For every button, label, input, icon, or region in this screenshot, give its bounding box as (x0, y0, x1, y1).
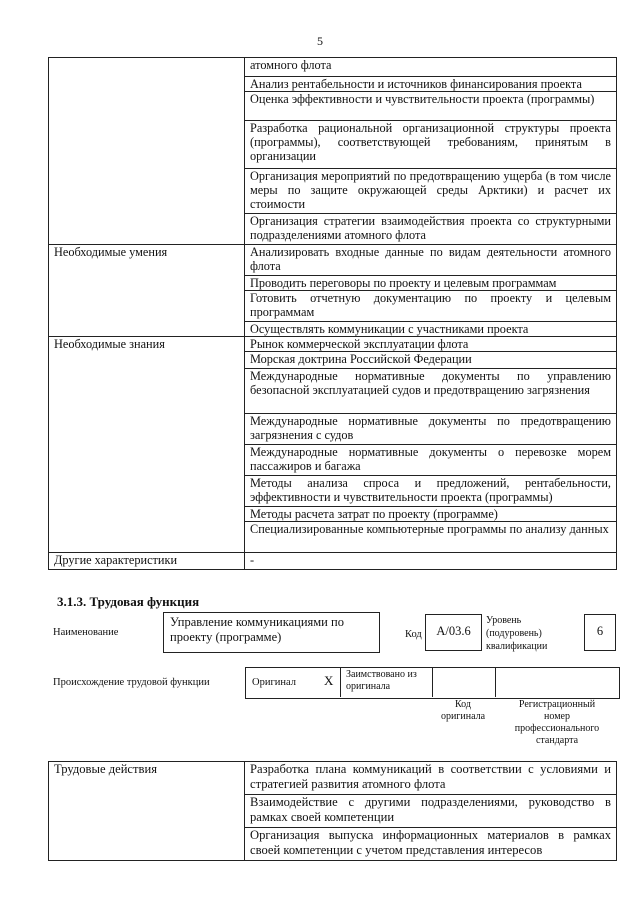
table-cell: Организация стратегии взаимодействия проекта со структурными подразделениями атомного флота (245, 214, 617, 245)
table-row (49, 245, 617, 276)
table-cell: - (245, 553, 617, 570)
code-box (425, 614, 482, 651)
table-row (49, 58, 617, 77)
original-label: Оригинал (252, 677, 296, 688)
table-cell: Разработка рациональной организационной структуры проекта (программы), соответствующей требованиям, принятым в организации (245, 121, 617, 169)
labor-actions-table (48, 761, 617, 861)
name-box (163, 612, 380, 653)
row-label: Необходимые умения (49, 245, 245, 337)
table-cell: Международные нормативные документы о перевозке морем пассажиров и багажа (245, 445, 617, 476)
table-cell: Международные нормативные документы по предотвращению загрязнения с судов (245, 414, 617, 445)
table-cell: Рынок коммерческой эксплуатации флота (245, 337, 617, 352)
row-label: Трудовые действия (49, 762, 245, 861)
table-cell: Оценка эффективности и чувствительности проекта (программы) (245, 92, 617, 121)
original-mark: X (324, 673, 334, 688)
divider (432, 667, 433, 697)
row-label: Необходимые знания (49, 337, 245, 553)
borrowed-label: Заимствовано из оригинала (346, 669, 417, 692)
row-label (49, 58, 245, 245)
requirements-table (48, 57, 617, 570)
table-cell: атомного флота (245, 58, 617, 77)
table-cell: Проводить переговоры по проекту и целевым программам (245, 276, 617, 291)
page-number: 5 (317, 34, 323, 48)
table-cell: Методы анализа спроса и предложений, рентабельности, эффективности и чувствительности проекта (программы) (245, 476, 617, 507)
table-cell: Взаимодействие с другими подразделениями, руководство в рамках своей компетенции (245, 795, 617, 828)
code-label: Код (405, 629, 422, 640)
table-cell: Организация выпуска информационных материалов в рамках своей компетенции с учетом представления интересов (245, 828, 617, 861)
level-box (584, 614, 616, 651)
section-heading: 3.1.3. Трудовая функция (57, 594, 200, 609)
table-cell: Анализ рентабельности и источников финансирования проекта (245, 77, 617, 92)
table-cell: Специализированные компьютерные программы по анализу данных (245, 522, 617, 553)
level-label: Уровень (подуровень) квалификации (486, 615, 548, 652)
table-cell: Международные нормативные документы по управлению безопасной эксплуатацией судов и предотвращению загрязнения (245, 369, 617, 414)
name-value: Управление коммуникациями по проекту (программе) (170, 615, 344, 644)
origin-label: Происхождение трудовой функции (53, 677, 210, 688)
name-label: Наименование (53, 627, 119, 638)
table-cell: Осуществлять коммуникации с участниками проекта (245, 322, 617, 337)
table-cell: Морская доктрина Российской Федерации (245, 352, 617, 369)
divider (340, 667, 341, 697)
table-cell: Разработка плана коммуникаций в соответствии с условиями и стратегией развития атомного флота (245, 762, 617, 795)
code-original-label: Код оригинала (440, 699, 486, 722)
table-row (49, 553, 617, 570)
table-row (49, 762, 617, 795)
reg-number-label: Регистрационный номер профессионального стандарта (514, 699, 600, 746)
table-cell: Методы расчета затрат по проекту (программе) (245, 507, 617, 522)
code-value: А/03.6 (436, 624, 471, 638)
row-label: Другие характеристики (49, 553, 245, 570)
table-row (49, 337, 617, 352)
table-cell: Анализировать входные данные по видам деятельности атомного флота (245, 245, 617, 276)
table-cell: Организация мероприятий по предотвращению ущерба (в том числе меры по защите окружающей среды Арктики) и расчет их стоимости (245, 169, 617, 214)
divider (495, 667, 496, 697)
table-cell: Готовить отчетную документацию по проекту и целевым программам (245, 291, 617, 322)
level-value: 6 (596, 624, 604, 638)
